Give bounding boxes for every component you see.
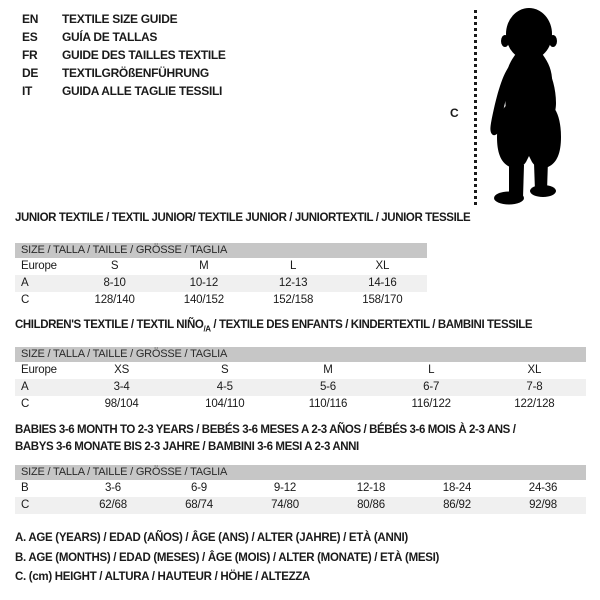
table-row — [15, 258, 427, 275]
lang-row-en — [22, 10, 226, 28]
lang-code: FR — [22, 48, 38, 62]
cell: 6-7 — [423, 381, 440, 393]
row-label: C — [21, 499, 30, 511]
cell: 86/92 — [443, 499, 471, 511]
cell: 68/74 — [185, 499, 213, 511]
lang-row-it — [22, 82, 226, 100]
lang-label: TEXTILGRÖßENFÜHRUNG — [62, 66, 209, 80]
cell: 14-16 — [368, 277, 397, 289]
size-header-bar: SIZE / TALLA / TAILLE / GRÖSSE / TAGLIA — [15, 243, 427, 258]
lang-label: GUIDA ALLE TAGLIE TESSILI — [62, 84, 223, 98]
row-label: Europe — [21, 260, 57, 272]
row-label: A — [21, 277, 29, 289]
children-title-subscript: /A — [203, 324, 211, 334]
cell: M — [323, 364, 333, 376]
table-row — [15, 497, 586, 514]
cell: 98/104 — [104, 398, 139, 410]
children-title-prefix: CHILDREN'S TEXTILE / TEXTIL NIÑO — [15, 319, 204, 331]
size-header-bar: SIZE / TALLA / TAILLE / GRÖSSE / TAGLIA — [15, 465, 586, 480]
table-row — [15, 379, 586, 396]
lang-code: DE — [22, 66, 39, 80]
junior-table-title: JUNIOR TEXTILE / TEXTIL JUNIOR/ TEXTILE JUNIOR / JUNIORTEXTIL / JUNIOR TESSILE — [15, 212, 471, 224]
babies-size-table — [15, 465, 586, 514]
table-row — [15, 480, 586, 497]
cell: 8-10 — [103, 277, 126, 289]
cell: 104/110 — [205, 398, 245, 410]
cell: 12-13 — [278, 277, 308, 289]
table-row — [15, 362, 586, 379]
cell: M — [199, 260, 209, 272]
lang-code: ES — [22, 30, 38, 44]
cell: 116/122 — [411, 398, 451, 410]
measurement-legend — [15, 529, 439, 588]
cell: 9-12 — [273, 482, 297, 494]
babies-table-title-line1: BABIES 3-6 MONTH TO 2-3 YEARS / BEBÉS 3-6 MESES A 2-3 AÑOS / BÉBÉS 3-6 MOIS À 2-3 ANS / — [15, 424, 516, 436]
cell: XL — [375, 260, 390, 272]
height-measure-label: C — [450, 106, 459, 120]
lang-label: TEXTILE SIZE GUIDE — [62, 12, 178, 26]
row-label: C — [21, 294, 30, 306]
cell: 62/68 — [99, 499, 127, 511]
cell: 110/116 — [308, 398, 348, 410]
cell: 12-18 — [356, 482, 386, 494]
lang-code: EN — [22, 12, 39, 26]
baby-silhouette-icon — [480, 5, 572, 207]
row-label: C — [21, 398, 30, 410]
cell: 80/86 — [357, 499, 385, 511]
legend-line-a: A. AGE (YEARS) / EDAD (AÑOS) / ÂGE (ANS) / ALTER (JAHRE) / ETÀ (ANNI) — [15, 532, 408, 544]
lang-row-es — [22, 28, 226, 46]
table-row — [15, 275, 427, 292]
cell: 158/170 — [362, 294, 403, 306]
cell: 74/80 — [271, 499, 299, 511]
cell: L — [290, 260, 297, 272]
lang-label: GUIDE DES TAILLES TEXTILE — [62, 48, 226, 62]
children-size-table — [15, 347, 586, 413]
cell: 6-9 — [190, 482, 208, 494]
children-table-title — [15, 319, 532, 333]
row-label: B — [21, 482, 29, 494]
legend-line-b: B. AGE (MONTHS) / EDAD (MESES) / ÂGE (MOIS) / ALTER (MONATE) / ETÀ (MESI) — [15, 551, 440, 564]
cell: 122/128 — [514, 398, 555, 410]
cell: 3-4 — [113, 381, 130, 393]
cell: 3-6 — [104, 482, 122, 494]
language-title-block — [22, 10, 226, 100]
cell: 18-24 — [442, 482, 472, 494]
lang-code: IT — [22, 84, 33, 98]
table-row — [15, 396, 586, 413]
cell: S — [110, 260, 119, 272]
cell: 10-12 — [189, 277, 219, 289]
cell: 140/152 — [183, 294, 224, 306]
cell: 92/98 — [529, 499, 557, 511]
table-row — [15, 292, 427, 309]
legend-line-c: C. (cm) HEIGHT / ALTURA / HAUTEUR / HÖHE / ALTEZZA — [15, 571, 311, 583]
cell: 24-36 — [528, 482, 558, 494]
cell: 5-6 — [319, 381, 336, 393]
cell: 7-8 — [526, 381, 543, 393]
cell: S — [221, 364, 229, 376]
cell: 152/158 — [273, 294, 314, 306]
lang-row-fr — [22, 46, 226, 64]
cell: 128/140 — [94, 294, 135, 306]
height-measure-dotted-line — [474, 10, 477, 206]
lang-row-de — [22, 64, 226, 82]
cell: XL — [527, 364, 542, 376]
cell: L — [428, 364, 435, 376]
size-header-bar: SIZE / TALLA / TAILLE / GRÖSSE / TAGLIA — [15, 347, 586, 362]
cell: XS — [114, 364, 130, 376]
row-label: Europe — [21, 364, 57, 376]
junior-size-table — [15, 243, 427, 309]
cell: 4-5 — [216, 381, 233, 393]
lang-label: GUÍA DE TALLAS — [62, 30, 158, 44]
row-label: A — [21, 381, 29, 393]
children-title-suffix: / TEXTILE DES ENFANTS / KINDERTEXTIL / BAMBINI TESSILE — [210, 319, 533, 331]
babies-table-title-line2: BABYS 3-6 MONATE BIS 2-3 JAHRE / BAMBINI 3-6 MESI A 2-3 ANNI — [15, 441, 359, 453]
